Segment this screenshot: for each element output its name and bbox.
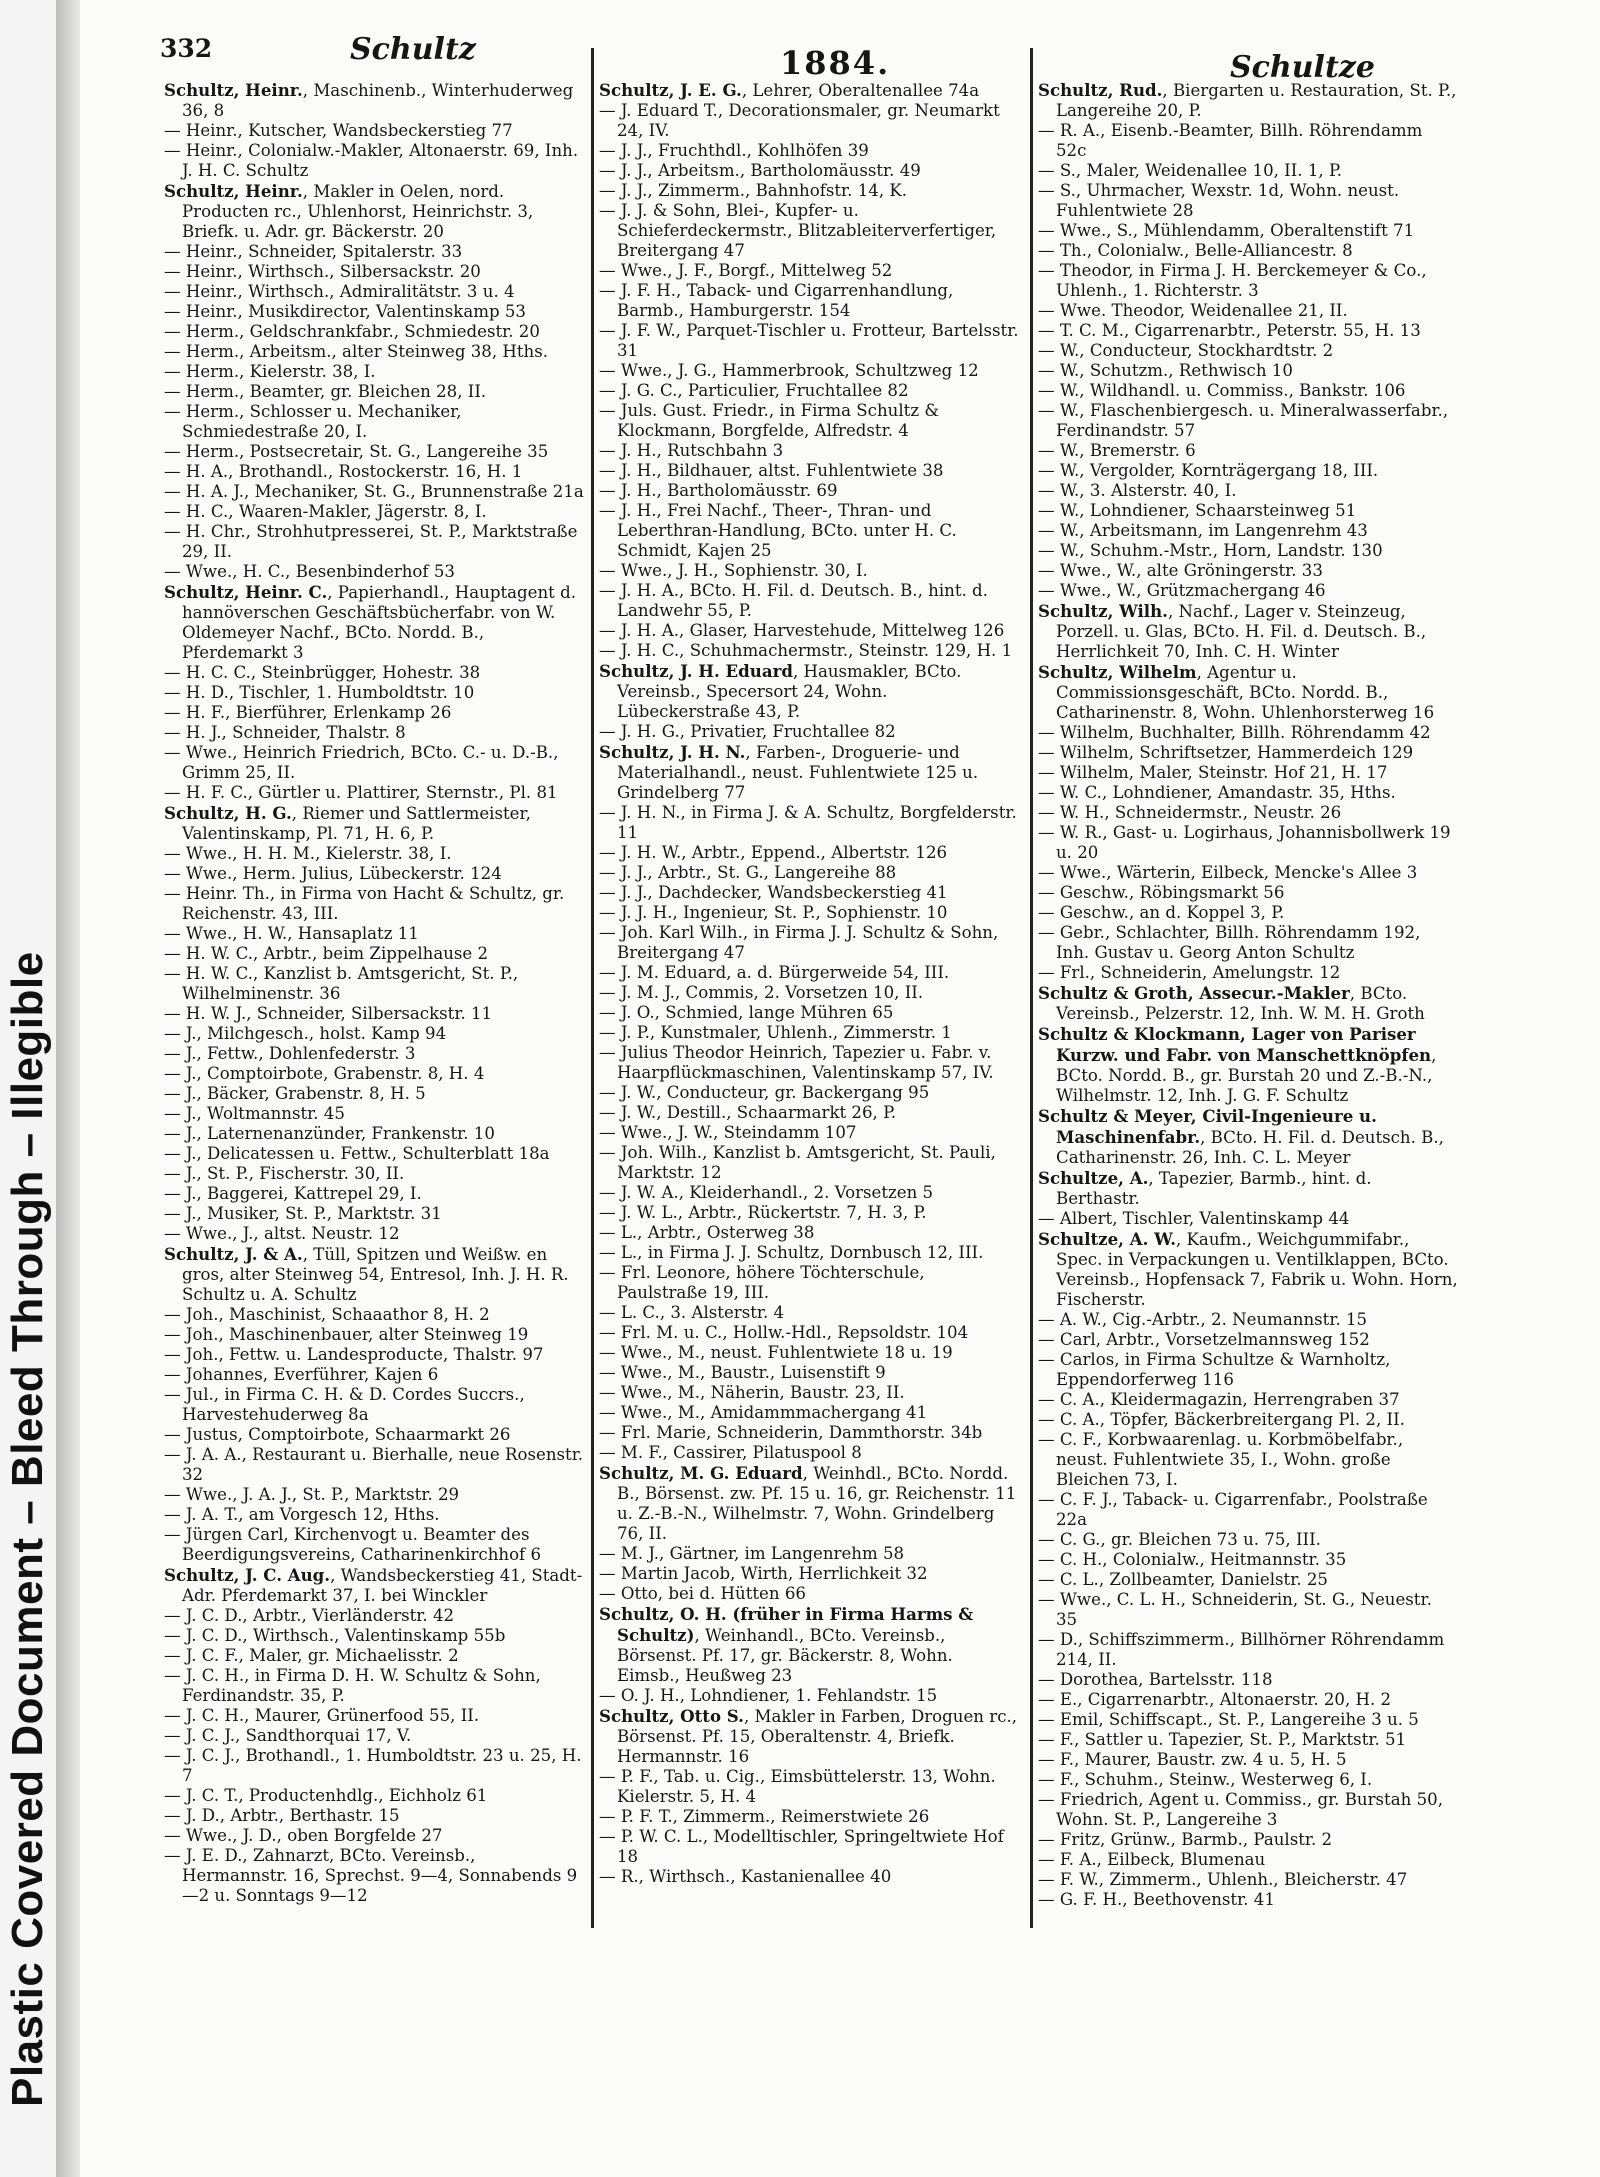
directory-entry: — E., Cigarrenarbtr., Altonaerstr. 20, H. 2 — [1038, 1690, 1392, 1709]
directory-entry: — Joh., Maschinist, Schaaathor 8, H. 2 — [164, 1305, 490, 1324]
directory-entry: — H. A. J., Mechaniker, St. G., Brunnenstraße 21a — [164, 482, 584, 501]
directory-entry: — J. W., Conducteur, gr. Backergang 95 — [599, 1083, 930, 1102]
directory-entry: — Geschw., Röbingsmarkt 56 — [1038, 883, 1285, 902]
directory-entry: Schultz, Heinr., Maschinenb., Winterhuderweg 36, 8 — [164, 80, 574, 120]
page-number: 332 — [160, 34, 213, 63]
directory-entry: Schultz, Wilhelm, Agentur u. Commissionsgeschäft, BCto. Nordd. B., Catharinenstr. 8, Wohn. Uhlenhorsterweg 16 — [1038, 662, 1435, 722]
directory-entry: — D., Schiffszimmerm., Billhörner Röhrendamm 214, II. — [1038, 1630, 1445, 1669]
directory-entry: — H. C., Waaren-Makler, Jägerstr. 8, I. — [164, 502, 487, 521]
entry-headword: Schultz, Wilhelm — [1038, 662, 1197, 682]
directory-entry: — J. W. L., Arbtr., Rückertstr. 7, H. 3, P. — [599, 1203, 927, 1222]
directory-entry: — J. F. W., Parquet-Tischler u. Frotteur, Bartelsstr. 31 — [599, 321, 1019, 360]
directory-entry: — T. C. M., Cigarrenarbtr., Peterstr. 55, H. 13 — [1038, 321, 1421, 340]
header-right-title: Schultze — [1230, 50, 1375, 85]
directory-entry: — J. H. C., Schuhmachermstr., Steinstr. 129, H. 1 — [599, 641, 1013, 660]
directory-entry: — S., Maler, Weidenallee 10, II. 1, P. — [1038, 161, 1343, 180]
directory-entry: — J., Comptoirbote, Grabenstr. 8, H. 4 — [164, 1064, 485, 1083]
directory-entry: — J., Bäcker, Grabenstr. 8, H. 5 — [164, 1084, 426, 1103]
directory-entry: — Martin Jacob, Wirth, Herrlichkeit 32 — [599, 1564, 928, 1583]
directory-entry: — Th., Colonialw., Belle-Alliancestr. 8 — [1038, 241, 1353, 260]
directory-entry: — A. W., Cig.-Arbtr., 2. Neumannstr. 15 — [1038, 1310, 1368, 1329]
directory-entry: — Wwe., M., Baustr., Luisenstift 9 — [599, 1363, 886, 1382]
directory-entry: Schultz & Groth, Assecur.-Makler, BCto. Vereinsb., Pelzerstr. 12, Inh. W. M. H. Groth — [1038, 983, 1425, 1023]
directory-entry: — W., Bremerstr. 6 — [1038, 441, 1196, 460]
directory-entry: — C. G., gr. Bleichen 73 u. 75, III. — [1038, 1530, 1321, 1549]
directory-entry: — Carlos, in Firma Schultze & Warnholtz, Eppendorferweg 116 — [1038, 1350, 1391, 1389]
directory-entry: — J. H., Frei Nachf., Theer-, Thran- und Leberthran-Handlung, BCto. unter H. C. Schmidt, Kajen 25 — [599, 501, 957, 560]
directory-page — [80, 0, 1600, 2177]
directory-entry: — J. C. J., Brothandl., 1. Humboldtstr. 23 u. 25, H. 7 — [164, 1746, 582, 1785]
directory-entry: — J., St. P., Fischerstr. 30, II. — [164, 1164, 405, 1183]
directory-entry: — Heinr., Wirthsch., Silbersackstr. 20 — [164, 262, 481, 281]
directory-entry: — Justus, Comptoirbote, Schaarmarkt 26 — [164, 1425, 511, 1444]
directory-entry: — Emil, Schiffscapt., St. P., Langereihe 3 u. 5 — [1038, 1710, 1419, 1729]
directory-entry: — P. F., Tab. u. Cig., Eimsbüttelerstr. 13, Wohn. Kielerstr. 5, H. 4 — [599, 1767, 996, 1806]
directory-entry: — J. H., Bartholomäusstr. 69 — [599, 481, 838, 500]
directory-entry: — W., Lohndiener, Schaarsteinweg 51 — [1038, 501, 1357, 520]
directory-entry: — Wwe., H. C., Besenbinderhof 53 — [164, 562, 455, 581]
directory-entry: Schultz, J. & A., Tüll, Spitzen und Weißw. en gros, alter Steinweg 54, Entresol, Inh. J. H. R. Schultz u. A. Schultz — [164, 1244, 569, 1304]
column-1 — [164, 80, 584, 1906]
directory-entry: — Heinr., Wirthsch., Admiralitätstr. 3 u. 4 — [164, 282, 515, 301]
directory-entry: — J. C. J., Sandthorquai 17, V. — [164, 1726, 412, 1745]
directory-entry: — H. D., Tischler, 1. Humboldtstr. 10 — [164, 683, 475, 702]
directory-entry: — W., Flaschenbiergesch. u. Mineralwasserfabr., Ferdinandstr. 57 — [1038, 401, 1449, 440]
page-header — [80, 20, 1600, 85]
directory-entry: Schultz, J. E. G., Lehrer, Oberaltenallee 74a — [599, 80, 980, 100]
directory-entry: — Theodor, in Firma J. H. Berckemeyer & Co., Uhlenh., 1. Richterstr. 3 — [1038, 261, 1427, 300]
directory-entry: — C. A., Töpfer, Bäckerbreitergang Pl. 2, II. — [1038, 1410, 1405, 1429]
directory-entry: — J. C. D., Arbtr., Vierländerstr. 42 — [164, 1606, 455, 1625]
directory-entry: — Joh. Wilh., Kanzlist b. Amtsgericht, St. Pauli, Marktstr. 12 — [599, 1143, 996, 1182]
directory-entry: — J. J., Fruchthdl., Kohlhöfen 39 — [599, 141, 869, 160]
entry-headword: Schultz, M. G. Eduard — [599, 1463, 803, 1483]
directory-entry: — J. H. A., Glaser, Harvestehude, Mittelweg 126 — [599, 621, 1005, 640]
directory-entry: — F. A., Eilbeck, Blumenau — [1038, 1850, 1266, 1869]
directory-entry: — Wwe., J. F., Borgf., Mittelweg 52 — [599, 261, 893, 280]
entry-headword: Schultz, Rud. — [1038, 80, 1163, 100]
directory-entry: — W., Schuhm.-Mstr., Horn, Landstr. 130 — [1038, 541, 1383, 560]
directory-entry: — Wilhelm, Maler, Steinstr. Hof 21, H. 17 — [1038, 763, 1388, 782]
entry-headword: Schultz, J. H. N. — [599, 742, 746, 762]
directory-entry: — J. J. & Sohn, Blei-, Kupfer- u. Schieferdeckermstr., Blitzableiterverfertiger, Breitergang 47 — [599, 201, 997, 260]
directory-entry: — Heinr., Schneider, Spitalerstr. 33 — [164, 242, 463, 261]
entry-headword: Schultz, Heinr. — [164, 80, 303, 100]
directory-entry: — Wwe., Wärterin, Eilbeck, Mencke's Allee 3 — [1038, 863, 1418, 882]
column-2 — [599, 80, 1019, 1887]
directory-entry: — J. E. D., Zahnarzt, BCto. Vereinsb., Hermannstr. 16, Sprechst. 9—4, Sonnabends 9—2 u. Sonntags 9—12 — [164, 1846, 578, 1905]
side-label: Plastic Covered Document – Bleed Through – Illegible — [3, 951, 52, 2107]
directory-entry: — J. P., Kunstmaler, Uhlenh., Zimmerstr. 1 — [599, 1023, 952, 1042]
directory-entry: — J. H., Rutschbahn 3 — [599, 441, 784, 460]
directory-entry: — Wilhelm, Buchhalter, Billh. Röhrendamm 42 — [1038, 723, 1431, 742]
directory-entry: — Jul., in Firma C. H. & D. Cordes Succrs., Harvestehuderweg 8a — [164, 1385, 525, 1424]
entry-headword: Schultz, J. C. Aug. — [164, 1565, 331, 1585]
directory-entry: — J. H. W., Arbtr., Eppend., Albertstr. 126 — [599, 843, 948, 862]
directory-entry: — F., Schuhm., Steinw., Westerweg 6, I. — [1038, 1770, 1373, 1789]
directory-entry: — J. H. A., BCto. H. Fil. d. Deutsch. B., hint. d. Landwehr 55, P. — [599, 581, 988, 620]
directory-entry: Schultz, J. H. Eduard, Hausmakler, BCto. Vereinsb., Specersort 24, Wohn. Lübeckerstraße 43, P. — [599, 661, 962, 721]
directory-entry: — Joh., Maschinenbauer, alter Steinweg 19 — [164, 1325, 529, 1344]
directory-entry: — Geschw., an d. Koppel 3, P. — [1038, 903, 1285, 922]
directory-entry: — J. W., Destill., Schaarmarkt 26, P. — [599, 1103, 897, 1122]
directory-entry: — Otto, bei d. Hütten 66 — [599, 1584, 806, 1603]
directory-entry: — J. J., Zimmerm., Bahnhofstr. 14, K. — [599, 181, 908, 200]
directory-entry: — H. W. J., Schneider, Silbersackstr. 11 — [164, 1004, 493, 1023]
directory-entry: Schultz, J. C. Aug., Wandsbeckerstieg 41, Stadt-Adr. Pferdemarkt 37, I. bei Winckler — [164, 1565, 583, 1605]
directory-entry: Schultz & Meyer, Civil-Ingenieure u. Maschinenfabr., BCto. H. Fil. d. Deutsch. B., Catharinenstr. 26, Inh. C. L. Meyer — [1038, 1106, 1444, 1167]
directory-entry: — Johannes, Everführer, Kajen 6 — [164, 1365, 439, 1384]
directory-entry: — F., Maurer, Baustr. zw. 4 u. 5, H. 5 — [1038, 1750, 1347, 1769]
directory-entry: — Joh., Fettw. u. Landesproducte, Thalstr. 97 — [164, 1345, 544, 1364]
directory-entry: Schultz & Klockmann, Lager von Pariser Kurzw. und Fabr. von Manschettknöpfen, BCto. Nordd. B., gr. Burstah 20 und Z.-B.-N., Wilhelmstr. 12, Inh. J. G. F. Schultz — [1038, 1024, 1437, 1105]
directory-entry: — F., Sattler u. Tapezier, St. P., Marktstr. 51 — [1038, 1730, 1407, 1749]
entry-headword: Schultz, Heinr. — [164, 181, 303, 201]
directory-entry: — O. J. H., Lohndiener, 1. Fehlandstr. 15 — [599, 1686, 938, 1705]
directory-entry: — J. D., Arbtr., Berthastr. 15 — [164, 1806, 400, 1825]
directory-entry: Schultz, O. H. (früher in Firma Harms & Schultz), Weinhandl., BCto. Vereinsb., Börsenst. Pf. 17, gr. Bäckerstr. 8, Wohn. Eimsb., Heußweg 23 — [599, 1604, 974, 1685]
header-left-title: Schultz — [350, 32, 476, 67]
directory-entry: — Wwe., S., Mühlendamm, Oberaltenstift 71 — [1038, 221, 1415, 240]
directory-entry: — J. C. D., Wirthsch., Valentinskamp 55b — [164, 1626, 506, 1645]
directory-entry: — J. C. H., Maurer, Grünerfood 55, II. — [164, 1706, 480, 1725]
entry-headword: Schultz & Groth, Assecur.-Makler — [1038, 983, 1350, 1003]
directory-entry: — Joh. Karl Wilh., in Firma J. J. Schultz & Sohn, Breitergang 47 — [599, 923, 999, 962]
directory-entry: — W. R., Gast- u. Logirhaus, Johannisbollwerk 19 u. 20 — [1038, 823, 1451, 862]
directory-entry: — H. F. C., Gürtler u. Plattirer, Sternstr., Pl. 81 — [164, 783, 558, 802]
directory-entry: — Julius Theodor Heinrich, Tapezier u. Fabr. v. Haarpflückmaschinen, Valentinskamp 57, IV. — [599, 1043, 994, 1082]
directory-entry: — Wwe., H. W., Hansaplatz 11 — [164, 924, 419, 943]
column-divider — [591, 48, 594, 1928]
directory-entry: — Wwe., M., Amidammmachergang 41 — [599, 1403, 928, 1422]
directory-entry: — W., Arbeitsmann, im Langenrehm 43 — [1038, 521, 1368, 540]
directory-entry: — P. W. C. L., Modelltischler, Springeltwiete Hof 18 — [599, 1827, 1004, 1866]
directory-entry: — Wwe., M., Näherin, Baustr. 23, II. — [599, 1383, 905, 1402]
directory-entry: — W., Schutzm., Rethwisch 10 — [1038, 361, 1293, 380]
directory-entry: — Heinr. Th., in Firma von Hacht & Schultz, gr. Reichenstr. 43, III. — [164, 884, 565, 923]
directory-entry: — Frl., Schneiderin, Amelungstr. 12 — [1038, 963, 1341, 982]
directory-entry: — Wwe., C. L. H., Schneiderin, St. G., Neuestr. 35 — [1038, 1590, 1432, 1629]
directory-entry: — J. M. Eduard, a. d. Bürgerweide 54, III. — [599, 963, 950, 982]
directory-entry: — J., Woltmannstr. 45 — [164, 1104, 345, 1123]
directory-entry: — Wwe., W., alte Gröningerstr. 33 — [1038, 561, 1323, 580]
directory-entry: — J. A. A., Restaurant u. Bierhalle, neue Rosenstr. 32 — [164, 1445, 584, 1484]
directory-entry: — C. F. J., Taback- u. Cigarrenfabr., Poolstraße 22a — [1038, 1490, 1428, 1529]
directory-entry: — Wwe., J., altst. Neustr. 12 — [164, 1224, 400, 1243]
entry-headword: Schultz, Heinr. C. — [164, 582, 328, 602]
directory-entry: Schultz, Otto S., Makler in Farben, Droguen rc., Börsenst. Pf. 15, Oberaltenstr. 4, Briefk. Hermannstr. 16 — [599, 1706, 1018, 1766]
directory-entry: — H. W. C., Kanzlist b. Amtsgericht, St. P., Wilhelminenstr. 36 — [164, 964, 519, 1003]
directory-entry: — Herm., Geldschrankfabr., Schmiedestr. 20 — [164, 322, 540, 341]
directory-entry: — Gebr., Schlachter, Billh. Röhrendamm 192, Inh. Gustav u. Georg Anton Schultz — [1038, 923, 1421, 962]
entry-headword: Schultz & Klockmann, Lager von Pariser Kurzw. und Fabr. von Manschettknöpfen — [1038, 1024, 1432, 1065]
directory-entry: — Wwe., J. G., Hammerbrook, Schultzweg 12 — [599, 361, 979, 380]
directory-entry: — G. F. H., Beethovenstr. 41 — [1038, 1890, 1275, 1909]
entry-headword: Schultz, Otto S. — [599, 1706, 744, 1726]
directory-entry: — J. O., Schmied, lange Mühren 65 — [599, 1003, 894, 1022]
directory-entry: — Heinr., Colonialw.-Makler, Altonaerstr. 69, Inh. J. H. C. Schultz — [164, 141, 579, 180]
directory-entry: — Herm., Postsecretair, St. G., Langereihe 35 — [164, 442, 549, 461]
directory-entry: — J. J., Arbeitsm., Bartholomäusstr. 49 — [599, 161, 921, 180]
directory-entry: — L., Arbtr., Osterweg 38 — [599, 1223, 815, 1242]
directory-entry: — H. W. C., Arbtr., beim Zippelhause 2 — [164, 944, 489, 963]
directory-entry: — Wwe., J. H., Sophienstr. 30, I. — [599, 561, 868, 580]
column-3 — [1038, 80, 1458, 1910]
directory-entry: — C. A., Kleidermagazin, Herrengraben 37 — [1038, 1390, 1400, 1409]
directory-entry: Schultz, Heinr., Makler in Oelen, nord. Producten rc., Uhlenhorst, Heinrichstr. 3, Briefk. u. Adr. gr. Bäckerstr. 20 — [164, 181, 534, 241]
directory-entry: — J., Fettw., Dohlenfederstr. 3 — [164, 1044, 416, 1063]
directory-entry: — S., Uhrmacher, Wexstr. 1d, Wohn. neust. Fuhlentwiete 28 — [1038, 181, 1400, 220]
entry-headword: Schultz, J. E. G. — [599, 80, 742, 100]
directory-entry: — Albert, Tischler, Valentinskamp 44 — [1038, 1209, 1350, 1228]
directory-entry: — M. F., Cassirer, Pilatuspool 8 — [599, 1443, 862, 1462]
directory-entry: — J. C. H., in Firma D. H. W. Schultz & Sohn, Ferdinandstr. 35, P. — [164, 1666, 541, 1705]
directory-entry: — Wwe., J. W., Steindamm 107 — [599, 1123, 857, 1142]
directory-entry: — Carl, Arbtr., Vorsetzelmannsweg 152 — [1038, 1330, 1370, 1349]
directory-entry: — H. F., Bierführer, Erlenkamp 26 — [164, 703, 452, 722]
directory-entry: Schultz, J. H. N., Farben-, Droguerie- und Materialhandl., neust. Fuhlentwiete 125 u. Grindelberg 77 — [599, 742, 979, 802]
directory-entry: Schultze, A., Tapezier, Barmb., hint. d. Berthastr. — [1038, 1168, 1372, 1208]
directory-entry: Schultz, M. G. Eduard, Weinhdl., BCto. Nordd. B., Börsenst. zw. Pf. 15 u. 16, gr. Reichenstr. 11 u. Z.-B.-N., Wilhelmstr. 7, Wohn. Grindelberg 76, II. — [599, 1463, 1017, 1543]
directory-entry: — Jürgen Carl, Kirchenvogt u. Beamter des Beerdigungsvereins, Catharinenkirchhof 6 — [164, 1525, 542, 1564]
directory-entry: — J. J., Arbtr., St. G., Langereihe 88 — [599, 863, 897, 882]
entry-headword: Schultz, O. H. (früher in Firma Harms & Schultz) — [599, 1604, 974, 1645]
directory-entry: — R. A., Eisenb.-Beamter, Billh. Röhrendamm 52c — [1038, 121, 1423, 160]
directory-entry: — Herm., Arbeitsm., alter Steinweg 38, Hths. — [164, 342, 549, 361]
directory-entry: — J., Musiker, St. P., Marktstr. 31 — [164, 1204, 442, 1223]
directory-entry: Schultz, Rud., Biergarten u. Restauration, St. P., Langereihe 20, P. — [1038, 80, 1457, 120]
directory-entry: — Dorothea, Bartelsstr. 118 — [1038, 1670, 1273, 1689]
entry-headword: Schultze, A. — [1038, 1168, 1149, 1188]
directory-entry: — Wwe., M., neust. Fuhlentwiete 18 u. 19 — [599, 1343, 953, 1362]
directory-entry: — H. J., Schneider, Thalstr. 8 — [164, 723, 406, 742]
directory-entry: — Herm., Schlosser u. Mechaniker, Schmiedestraße 20, I. — [164, 402, 462, 441]
directory-entry: — M. J., Gärtner, im Langenrehm 58 — [599, 1544, 905, 1563]
directory-entry: — Wwe., W., Grützmachergang 46 — [1038, 581, 1326, 600]
entry-headword: Schultz, J. H. Eduard — [599, 661, 793, 681]
directory-entry: — Wwe., Herm. Julius, Lübeckerstr. 124 — [164, 864, 502, 883]
directory-entry: — C. H., Colonialw., Heitmannstr. 35 — [1038, 1550, 1347, 1569]
directory-entry: — J. C. F., Maler, gr. Michaelisstr. 2 — [164, 1646, 459, 1665]
directory-entry: — J. J., Dachdecker, Wandsbeckerstieg 41 — [599, 883, 948, 902]
directory-entry: — J. A. T., am Vorgesch 12, Hths. — [164, 1505, 440, 1524]
directory-entry: — J. J. H., Ingenieur, St. P., Sophienstr. 10 — [599, 903, 948, 922]
directory-entry: — Wwe., Heinrich Friedrich, BCto. C.- u. D.-B., Grimm 25, II. — [164, 743, 559, 782]
directory-entry: — W. H., Schneidermstr., Neustr. 26 — [1038, 803, 1342, 822]
side-label-strip — [0, 0, 56, 2177]
directory-entry: Schultz, Wilh., Nachf., Lager v. Steinzeug, Porzell. u. Glas, BCto. H. Fil. d. Deutsch. B., Herrlichkeit 70, Inh. C. H. Winter — [1038, 601, 1427, 661]
directory-entry: — Herm., Beamter, gr. Bleichen 28, II. — [164, 382, 487, 401]
directory-entry: — Heinr., Musikdirector, Valentinskamp 53 — [164, 302, 526, 321]
directory-entry: — Wwe., J. D., oben Borgfelde 27 — [164, 1826, 443, 1845]
directory-entry: — W., Conducteur, Stockhardtstr. 2 — [1038, 341, 1334, 360]
column-divider — [1030, 48, 1033, 1928]
directory-entry: — F. W., Zimmerm., Uhlenh., Bleicherstr. 47 — [1038, 1870, 1408, 1889]
directory-entry: — J., Baggerei, Kattrepel 29, I. — [164, 1184, 422, 1203]
directory-entry: — J. H., Bildhauer, altst. Fuhlentwiete 38 — [599, 461, 944, 480]
entry-headword: Schultz & Meyer, Civil-Ingenieure u. Maschinenfabr. — [1038, 1106, 1377, 1147]
directory-entry: — L. C., 3. Alsterstr. 4 — [599, 1303, 785, 1322]
directory-entry: — R., Wirthsch., Kastanienallee 40 — [599, 1867, 892, 1886]
directory-entry: — C. L., Zollbeamter, Danielstr. 25 — [1038, 1570, 1328, 1589]
directory-entry: — J. H. G., Privatier, Fruchtallee 82 — [599, 722, 896, 741]
directory-entry: — H. A., Brothandl., Rostockerstr. 16, H. 1 — [164, 462, 523, 481]
directory-entry: — L., in Firma J. J. Schultz, Dornbusch 12, III. — [599, 1243, 984, 1262]
page-gutter — [56, 0, 80, 2177]
header-year: 1884. — [780, 44, 891, 82]
directory-entry: Schultz, H. G., Riemer und Sattlermeister, Valentinskamp, Pl. 71, H. 6, P. — [164, 803, 531, 843]
directory-entry: — Herm., Kielerstr. 38, I. — [164, 362, 376, 381]
directory-entry: — H. C. C., Steinbrügger, Hohestr. 38 — [164, 663, 481, 682]
directory-entry: — J., Laternenanzünder, Frankenstr. 10 — [164, 1124, 495, 1143]
directory-entry: — J. W. A., Kleiderhandl., 2. Vorsetzen 5 — [599, 1183, 934, 1202]
directory-entry: — Frl. Leonore, höhere Töchterschule, Paulstraße 19, III. — [599, 1263, 925, 1302]
directory-entry: — W., 3. Alsterstr. 40, I. — [1038, 481, 1237, 500]
directory-entry: — Wilhelm, Schriftsetzer, Hammerdeich 129 — [1038, 743, 1414, 762]
directory-entry: — Juls. Gust. Friedr., in Firma Schultz & Klockmann, Borgfelde, Alfredstr. 4 — [599, 401, 940, 440]
entry-headword: Schultz, J. & A. — [164, 1244, 303, 1264]
directory-entry: — Wwe., H. H. M., Kielerstr. 38, I. — [164, 844, 452, 863]
directory-entry: — C. F., Korbwaarenlag. u. Korbmöbelfabr., neust. Fuhlentwiete 35, I., Wohn. große Bleichen 73, I. — [1038, 1430, 1404, 1489]
directory-entry: — J. M. J., Commis, 2. Vorsetzen 10, II. — [599, 983, 924, 1002]
directory-entry: — J. G. C., Particulier, Fruchtallee 82 — [599, 381, 909, 400]
directory-entry: — Wwe., J. A. J., St. P., Marktstr. 29 — [164, 1485, 460, 1504]
directory-entry: — J., Milchgesch., holst. Kamp 94 — [164, 1024, 447, 1043]
directory-entry: Schultz, Heinr. C., Papierhandl., Hauptagent d. hannöverschen Geschäftsbücherfabr. von W. Oldemeyer Nachf., BCto. Nordd. B., Pferdemarkt 3 — [164, 582, 577, 662]
directory-entry: — Fritz, Grünw., Barmb., Paulstr. 2 — [1038, 1830, 1333, 1849]
directory-entry: — Frl. M. u. C., Hollw.-Hdl., Repsoldstr. 104 — [599, 1323, 969, 1342]
directory-entry: — Frl. Marie, Schneiderin, Dammthorstr. 34b — [599, 1423, 983, 1442]
directory-entry: Schultze, A. W., Kaufm., Weichgummifabr., Spec. in Verpackungen u. Ventilklappen, BCto. Vereinsb., Hopfensack 7, Fabrik u. Wohn. Horn, Fischerstr. — [1038, 1229, 1458, 1309]
directory-entry: — H. Chr., Strohhutpresserei, St. P., Marktstraße 29, II. — [164, 522, 578, 561]
entry-headword: Schultz, H. G. — [164, 803, 292, 823]
directory-entry: — Friedrich, Agent u. Commiss., gr. Burstah 50, Wohn. St. P., Langereihe 3 — [1038, 1790, 1443, 1829]
directory-entry: — Heinr., Kutscher, Wandsbeckerstieg 77 — [164, 121, 513, 140]
directory-entry: — W., Vergolder, Kornträgergang 18, III. — [1038, 461, 1379, 480]
directory-entry: — P. F. T., Zimmerm., Reimerstwiete 26 — [599, 1807, 930, 1826]
directory-entry: — J. H. N., in Firma J. & A. Schultz, Borgfelderstr. 11 — [599, 803, 1017, 842]
directory-entry: — W. C., Lohndiener, Amandastr. 35, Hths. — [1038, 783, 1396, 802]
directory-entry: — J. Eduard T., Decorationsmaler, gr. Neumarkt 24, IV. — [599, 101, 1000, 140]
directory-entry: — W., Wildhandl. u. Commiss., Bankstr. 106 — [1038, 381, 1406, 400]
directory-entry: — J. C. T., Productenhdlg., Eichholz 61 — [164, 1786, 488, 1805]
directory-entry: — J., Delicatessen u. Fettw., Schulterblatt 18a — [164, 1144, 550, 1163]
directory-entry: — J. F. H., Taback- und Cigarrenhandlung, Barmb., Hamburgerstr. 154 — [599, 281, 954, 320]
entry-headword: Schultz, Wilh. — [1038, 601, 1168, 621]
directory-entry: — Wwe. Theodor, Weidenallee 21, II. — [1038, 301, 1348, 320]
entry-headword: Schultze, A. W. — [1038, 1229, 1176, 1249]
